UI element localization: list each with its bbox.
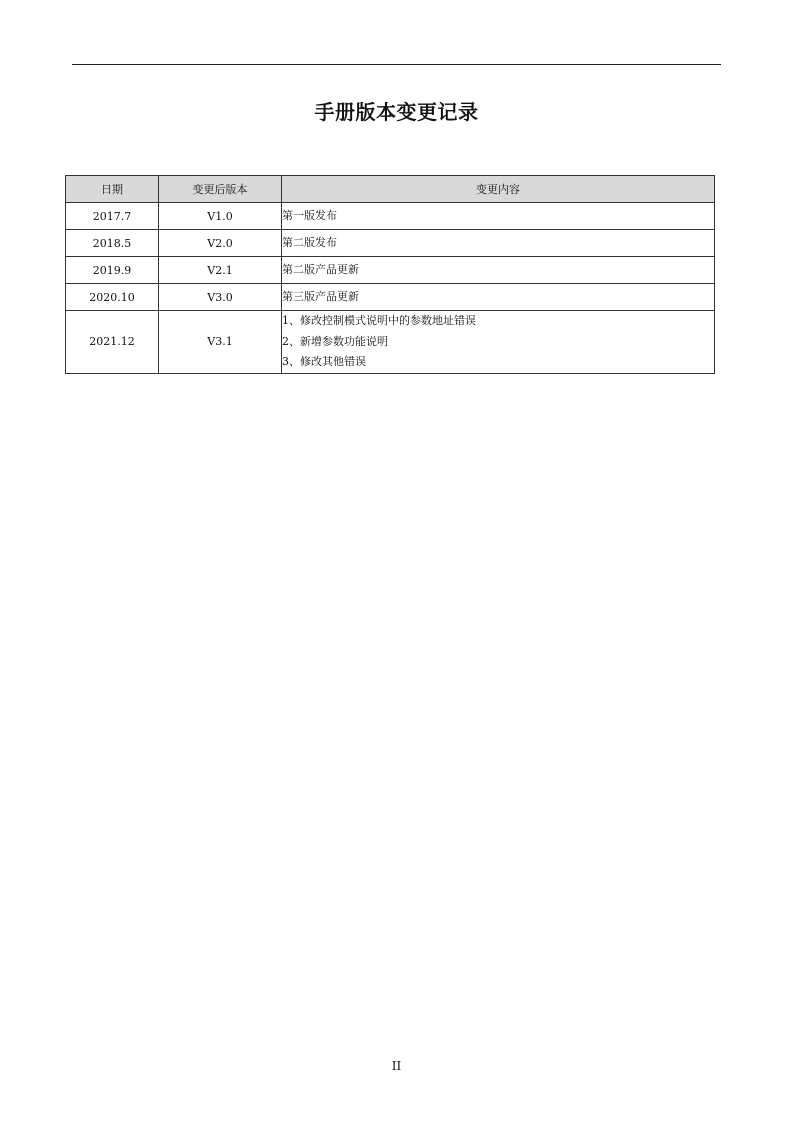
cell-date: 2021.12 — [66, 311, 159, 374]
cell-version: V3.0 — [159, 284, 282, 311]
change-line: 第一版发布 — [282, 208, 337, 222]
cell-changes — [282, 203, 715, 230]
table-row — [66, 230, 715, 257]
change-line: 1、修改控制模式说明中的参数地址错误 — [282, 314, 476, 327]
cell-version: V3.1 — [159, 311, 282, 374]
column-header-date: 日期 — [66, 176, 159, 203]
cell-version: V2.1 — [159, 257, 282, 284]
cell-date: 2017.7 — [66, 203, 159, 230]
page-number: II — [391, 1059, 402, 1073]
cell-changes — [282, 284, 715, 311]
change-line: 3、修改其他错误 — [282, 355, 366, 368]
table-row — [66, 311, 715, 374]
revision-history-table — [65, 175, 715, 374]
column-header-version: 变更后版本 — [159, 176, 282, 203]
cell-changes — [282, 257, 715, 284]
cell-changes — [282, 311, 715, 374]
header-rule — [72, 64, 721, 65]
cell-date: 2019.9 — [66, 257, 159, 284]
change-line: 第二版发布 — [282, 235, 337, 249]
cell-date: 2018.5 — [66, 230, 159, 257]
table-header-row — [66, 176, 715, 203]
column-header-changes: 变更内容 — [282, 176, 715, 203]
cell-version: V2.0 — [159, 230, 282, 257]
page-title: 手册版本变更记录 — [314, 100, 479, 124]
change-line: 第三版产品更新 — [282, 289, 359, 303]
table-row — [66, 203, 715, 230]
change-line: 2、新增参数功能说明 — [282, 334, 388, 348]
table-row — [66, 257, 715, 284]
change-line: 第二版产品更新 — [282, 262, 359, 276]
cell-date: 2020.10 — [66, 284, 159, 311]
table-row — [66, 284, 715, 311]
cell-changes — [282, 230, 715, 257]
cell-version: V1.0 — [159, 203, 282, 230]
